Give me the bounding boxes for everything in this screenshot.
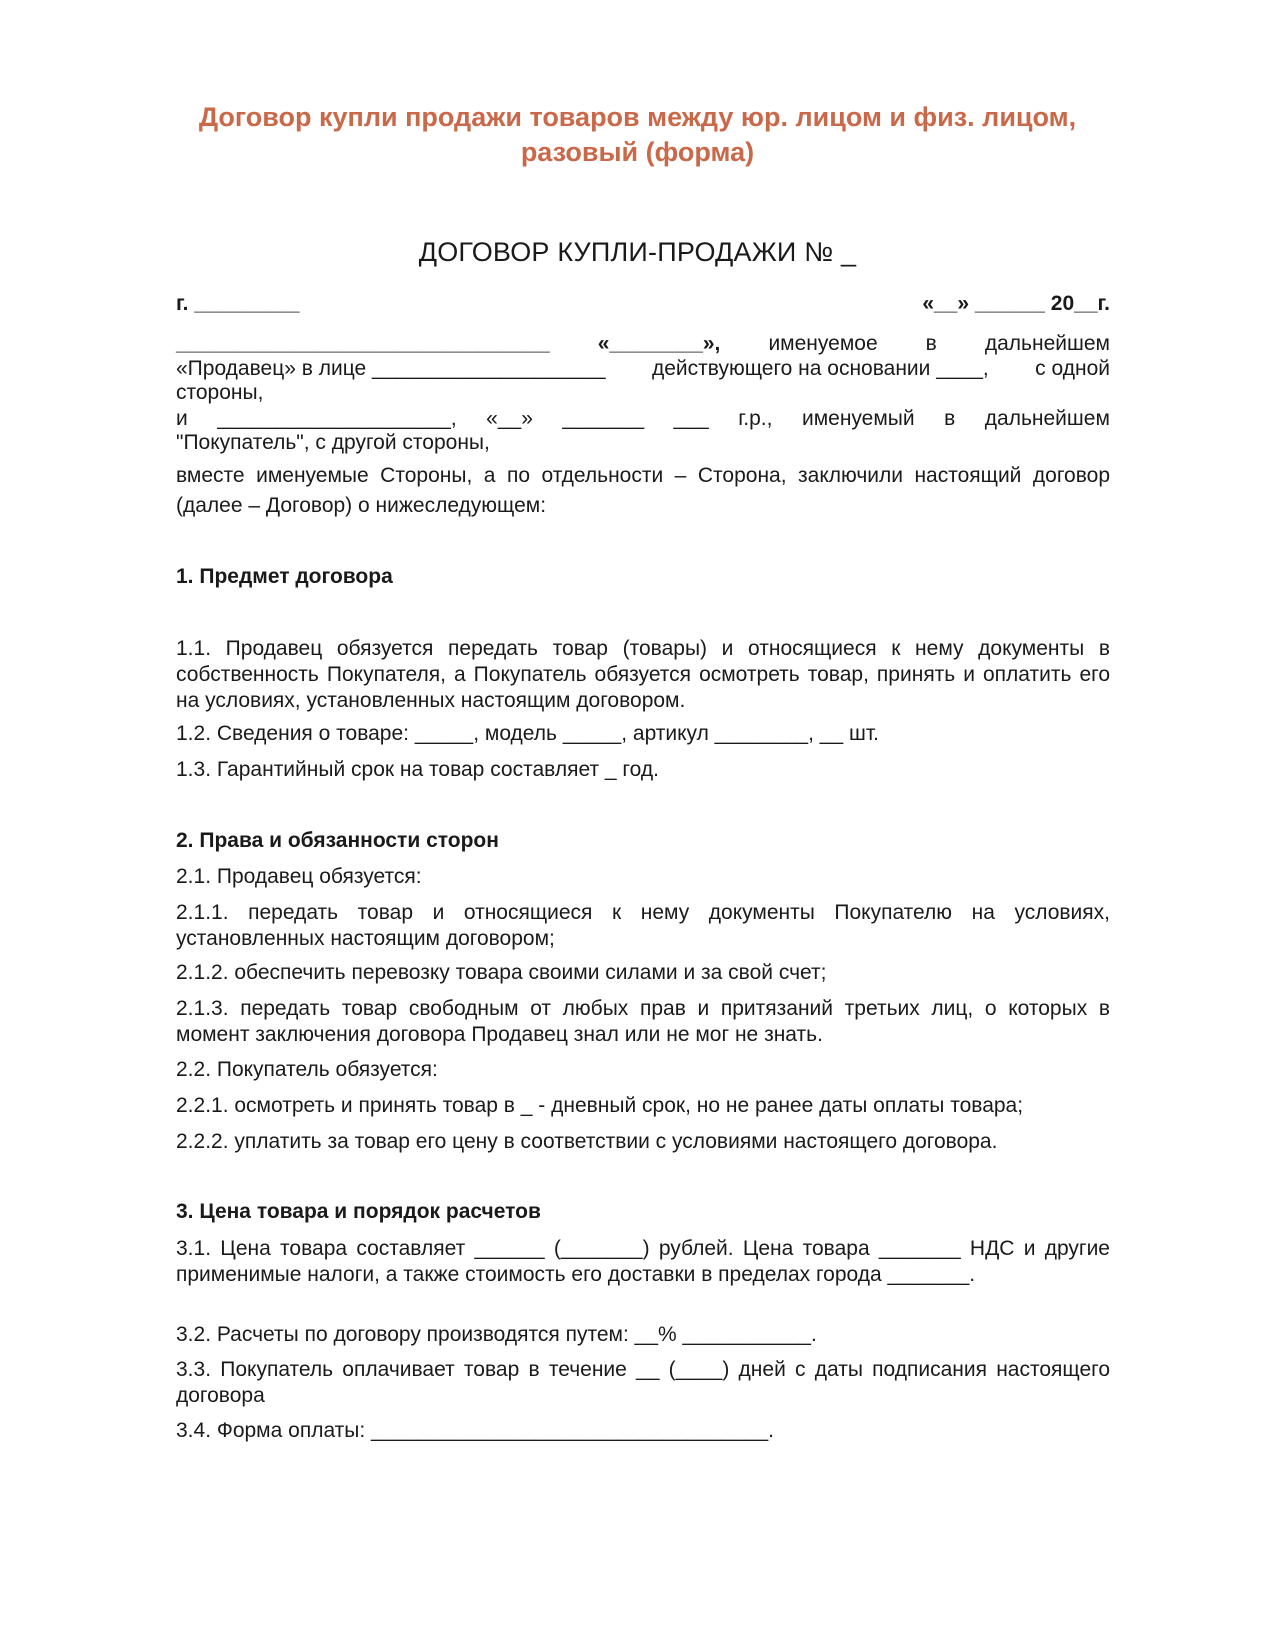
section-2-heading: 2. Права и обязанности сторон — [176, 829, 499, 852]
seller-text: дальнейшем — [984, 332, 1110, 355]
buyer-text: и — [176, 407, 188, 430]
buyer-text: г.р., — [738, 407, 773, 430]
city-field: г. _________ — [176, 292, 300, 315]
clause-1-1: 1.1. Продавец обязуется передать товар (товары) и относящиеся к нему документы в собственность Покупателя, а Покупатель обязуется осмотреть товар, принять и оплатить его на условиях, установленных настоящим договором. — [176, 637, 1110, 712]
seller-name-blank: ________________________________ — [176, 332, 550, 355]
seller-basis: действующего на основании ____, — [652, 357, 989, 380]
document-heading: Договор купли продажи товаров между юр. лицом и физ. лицом, разовый (форма) — [198, 102, 1077, 167]
clause-2-2: 2.2. Покупатель обязуется: — [176, 1058, 438, 1081]
seller-representative: «Продавец» в лице ____________________ — [176, 357, 606, 380]
seller-line-2 — [176, 356, 1110, 382]
section-3-heading: 3. Цена товара и порядок расчетов — [176, 1200, 541, 1223]
buyer-line-2: "Покупатель", с другой стороны, — [176, 431, 490, 454]
clause-1-3: 1.3. Гарантийный срок на товар составляет _ год. — [176, 758, 659, 781]
clause-3-4: 3.4. Форма оплаты: __________________________________. — [176, 1419, 774, 1442]
seller-text: именуемое — [768, 332, 878, 355]
clause-3-3: 3.3. Покупатель оплачивает товар в течение __ (____) дней с даты подписания настоящего договора — [176, 1358, 1110, 1407]
clause-3-2: 3.2. Расчеты по договору производятся путем: __% ___________. — [176, 1323, 817, 1346]
seller-line-3: стороны, — [176, 381, 264, 404]
clause-2-2-2: 2.2.2. уплатить за товар его цену в соответствии с условиями настоящего договора. — [176, 1130, 998, 1153]
buyer-text: дальнейшем — [984, 407, 1110, 430]
clause-2-1-2: 2.1.2. обеспечить перевозку товара своими силами и за свой счет; — [176, 961, 827, 984]
buyer-name-blank: ____________________, — [217, 407, 457, 430]
clause-1-2: 1.2. Сведения о товаре: _____, модель _____, артикул ________, __ шт. — [176, 722, 879, 745]
section-1-heading: 1. Предмет договора — [176, 565, 393, 588]
clause-2-1-3: 2.1.3. передать товар свободным от любых прав и притязаний третьих лиц, о которых в момент заключения договора Продавец знал или не мог не знать. — [176, 997, 1110, 1046]
buyer-text: ___ — [673, 407, 709, 430]
buyer-text: _______ — [562, 407, 645, 430]
buyer-text: в — [944, 407, 956, 430]
seller-text: в — [925, 332, 937, 355]
clause-2-2-1: 2.2.1. осмотреть и принять товар в _ - дневный срок, но не ранее даты оплаты товара; — [176, 1094, 1024, 1117]
parties-together-paragraph: вместе именуемые Стороны, а по отдельности – Сторона, заключили настоящий договор (далее – Договор) о нижеследующем: — [176, 464, 1110, 517]
clause-3-1: 3.1. Цена товара составляет ______ (_______) рублей. Цена товара _______ НДС и другие применимые налоги, а также стоимость его доставки в пределах города _______. — [176, 1237, 1110, 1286]
buyer-line-1 — [176, 406, 1110, 432]
clause-2-1-1: 2.1.1. передать товар и относящиеся к нему документы Покупателю на условиях, установленных настоящим договором; — [176, 901, 1110, 950]
buyer-text: «__» — [486, 407, 533, 430]
seller-short-name-blank: «________», — [597, 332, 721, 355]
contract-title: ДОГОВОР КУПЛИ-ПРОДАЖИ № _ — [418, 237, 857, 267]
seller-text: с одной — [1035, 357, 1110, 380]
date-field: «__» ______ 20__г. — [922, 292, 1110, 315]
clause-2-1: 2.1. Продавец обязуется: — [176, 865, 422, 888]
seller-line-1 — [176, 331, 1110, 357]
buyer-text: именуемый — [801, 407, 915, 430]
